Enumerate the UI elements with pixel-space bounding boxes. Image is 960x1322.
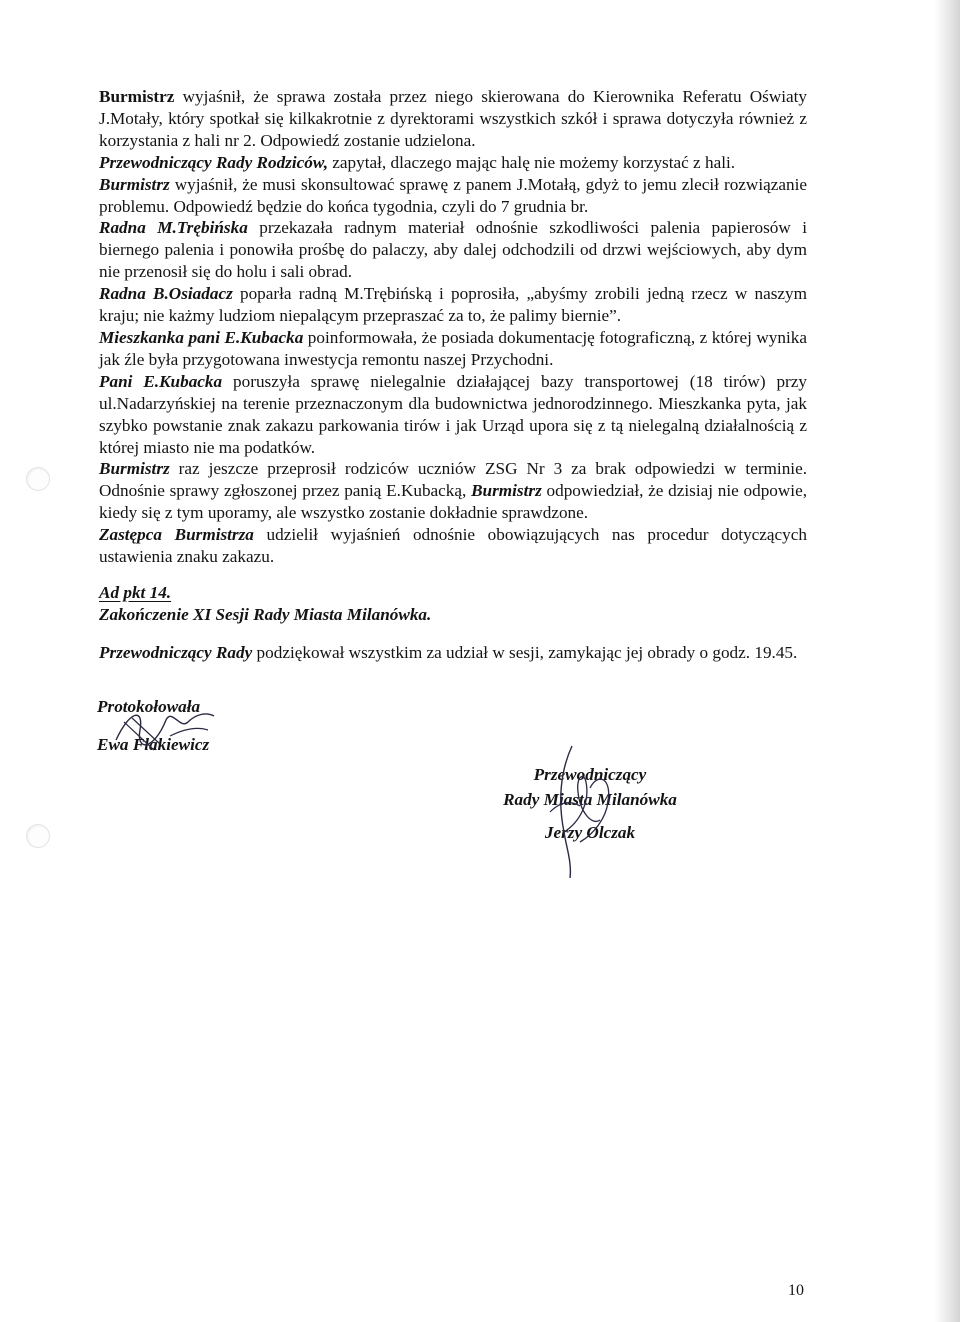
signature-role-chairman-line2: Rady Miasta Milanówka [503,790,677,809]
paragraph-text: poparła radną M.Trębińską i poprosiła, „abyśmy zrobili jedną rzecz w naszym kraju; nie każmy ludziom niepalącym przepraszać za to, że palimy biernie”. [99,284,807,326]
minutes-paragraph [99,152,807,174]
paragraph-text: odpowiedział, że dzisiaj nie odpowie, kiedy się z tym uporamy, ale wszystko zostanie dokładnie sprawdzone. [99,481,807,523]
minutes-paragraph [99,327,807,371]
minutes-paragraph [99,524,807,568]
speaker-name: Burmistrz [99,87,175,106]
paragraph-text: udzielił wyjaśnień odnośnie obowiązujących nas procedur dotyczących ustawienia znaku zakazu. [99,525,808,567]
signature-block-chairman [470,762,710,845]
page-edge-shadow [934,0,960,1322]
signature-role-chairman-line1: Przewodniczący [533,765,647,784]
minutes-paragraph [99,458,807,524]
speaker-name: Przewodniczący Rady [99,642,253,662]
agenda-item-number: Ad pkt 14. [99,582,172,602]
paragraph-text: raz jeszcze przeprosił rodziców uczniów ZSG Nr 3 za brak odpowiedzi w terminie. Odnośnie sprawy zgłoszonej przez panią E.Kubacką, [99,459,807,501]
minutes-paragraphs [99,86,807,568]
page-number: 10 [788,1282,804,1299]
agenda-item [99,582,807,604]
speaker-name: Mieszkanka pani E.Kubacka [99,327,304,347]
minutes-paragraph [99,283,807,327]
signature-name-recorder: Ewa Flakiewicz [97,735,210,754]
paragraph-text: poruszyła sprawę nielegalnie działającej bazy transportowej (18 tirów) przy ul.Nadarzyńskiej na terenie przeznaczonym dla budownictwa jednorodzinnego. Mieszkanka pyta, jak szybko powstanie znak zakazu parkowania tirów i jak Urząd upora się z tą nielegalną działalnością z której miasto nie ma podatków. [99,371,808,457]
speaker-name: Przewodniczący Rady Rodziców, [99,152,328,172]
paragraph-text: zapytał, dlaczego mając halę nie możemy korzystać z hali. [328,152,736,172]
minutes-paragraph [99,86,807,152]
paragraph-text: wyjaśnił, że musi skonsultować sprawę z panem J.Motałą, gdyż to jemu zlecił rozwiązanie problemu. Odpowiedź będzie do końca tygodnia, czyli do 7 grudnia br. [99,174,807,216]
paragraph-text: przekazała radnym materiał odnośnie szkodliwości palenia papierosów i biernego palenia i ponowiła prośbę do palaczy, aby dalej odchodzili od drzwi wejściowych, aby dym nie przenosił się do holu i sali obrad. [99,218,807,282]
speaker-name: Burmistrz [99,459,170,479]
paragraph-text: podziękował wszystkim za udział w sesji, zamykając jej obrady o godz. 19.45. [252,642,798,662]
signature-name-chairman: Jerzy Olczak [544,823,636,842]
speaker-name: Radna B.Osiadacz [99,284,233,304]
speaker-name: Pani E.Kubacka [99,371,223,391]
speaker-name: Radna M.Trębińska [99,218,248,238]
punch-hole-bottom [26,824,50,848]
speaker-name: Burmistrz [471,481,542,501]
paragraph-text: wyjaśnił, że sprawa została przez niego skierowana do Kierownika Referatu Oświaty J.Motały, który spotkał się kilkakrotnie z dyrektorami wszystkich szkół i sprawa dotyczyła również z korzystania z hali nr 2. Odpowiedź zostanie udzielona. [99,87,807,150]
minutes-paragraph [99,371,807,459]
closing-paragraph [99,642,807,664]
speaker-name: Burmistrz [99,174,170,194]
minutes-paragraph [99,174,807,218]
speaker-name: Zastępca Burmistrza [99,525,254,545]
paragraph-text: poinformowała, że posiada dokumentację fotograficzną, z której wynika jak źle była przygotowana inwestycja remontu naszej Przychodni. [99,327,807,369]
document-body [99,86,807,664]
signature-block-recorder [97,688,317,764]
minutes-paragraph [99,217,807,283]
signature-role-recorder: Protokołowała [97,697,201,716]
agenda-item-title: Zakończenie XI Sesji Rady Miasta Milanówka. [99,604,432,624]
punch-hole-top [26,467,50,491]
